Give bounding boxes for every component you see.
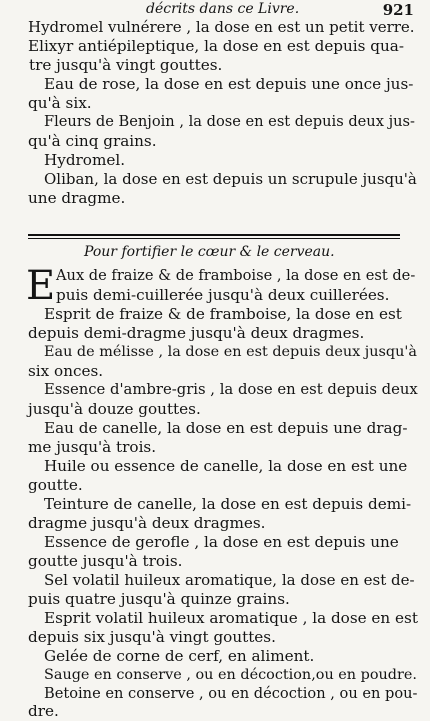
text-line: Hydromel vulnérere , la dose en est un petit verre. (28, 18, 415, 36)
text-line: Sauge en conserve , ou en décoction,ou en poudre. (44, 667, 417, 683)
text-line: dragme jusqu'à deux dragmes. (28, 514, 266, 532)
text-line: puis demi-cuillerée jusqu'à deux cuillerées. (56, 286, 390, 304)
page-header (0, 0, 430, 20)
text-line: Eau de rose, la dose en est depuis une once jus- (44, 75, 414, 93)
text-line: qu'à six. (28, 94, 92, 112)
text-line: Essence de gerofle , la dose en est depuis une (44, 533, 399, 551)
text-line: Hydromel. (44, 151, 126, 169)
text-line: jusqu'à douze gouttes. (28, 400, 201, 418)
text-line: six onces. (28, 362, 104, 380)
text-line: Gelée de corne de cerf, en aliment. (44, 647, 315, 665)
text-line: Betoine en conserve , ou en décoction , ou en pou- (44, 685, 418, 702)
text-line: Esprit volatil huileux aromatique , la dose en est (44, 609, 418, 627)
section-divider (28, 234, 400, 236)
text-line: Esprit de fraize & de framboise, la dose en est (44, 305, 402, 323)
text-line: Teinture de canelle, la dose en est depuis demi- (44, 495, 412, 513)
text-line: Fleurs de Benjoin , la dose en est depuis deux jus- (44, 113, 415, 130)
text-line: tre jusqu'à vingt gouttes. (29, 56, 223, 74)
drop-cap: E (26, 263, 56, 309)
text-line: dre. (28, 702, 59, 720)
text-line: goutte jusqu'à trois. (28, 552, 183, 570)
text-line: Huile ou essence de canelle, la dose en est une (44, 457, 408, 475)
text-line: me jusqu'à trois. (28, 438, 157, 456)
text-line: puis quatre jusqu'à quinze grains. (28, 590, 290, 608)
text-line: Essence d'ambre-gris , la dose en est depuis deux (44, 381, 418, 398)
text-line: qu'à cinq grains. (28, 132, 157, 150)
text-line: Aux de fraize & de framboise , la dose en est de- (56, 267, 416, 284)
running-title: décrits dans ce Livre. (146, 1, 300, 17)
page-number: 921 (382, 1, 414, 19)
text-line: Sel volatil huileux aromatique, la dose en est de- (44, 571, 415, 589)
text-line: depuis six jusqu'à vingt gouttes. (28, 628, 276, 646)
text-line: Elixyr antiépileptique, la dose en est depuis qua- (28, 37, 404, 55)
section-title: Pour fortifier le cœur & le cerveau. (84, 244, 335, 260)
text-line: goutte. (28, 476, 83, 494)
text-line: une dragme. (28, 189, 126, 207)
text-line: Eau de canelle, la dose en est depuis une drag- (44, 419, 408, 437)
text-line: Eau de mélisse , la dose en est depuis deux jusqu'à (44, 344, 417, 360)
text-line: Oliban, la dose en est depuis un scrupule jusqu'à (44, 170, 417, 188)
text-line: depuis demi-dragme jusqu'à deux dragmes. (28, 324, 365, 342)
